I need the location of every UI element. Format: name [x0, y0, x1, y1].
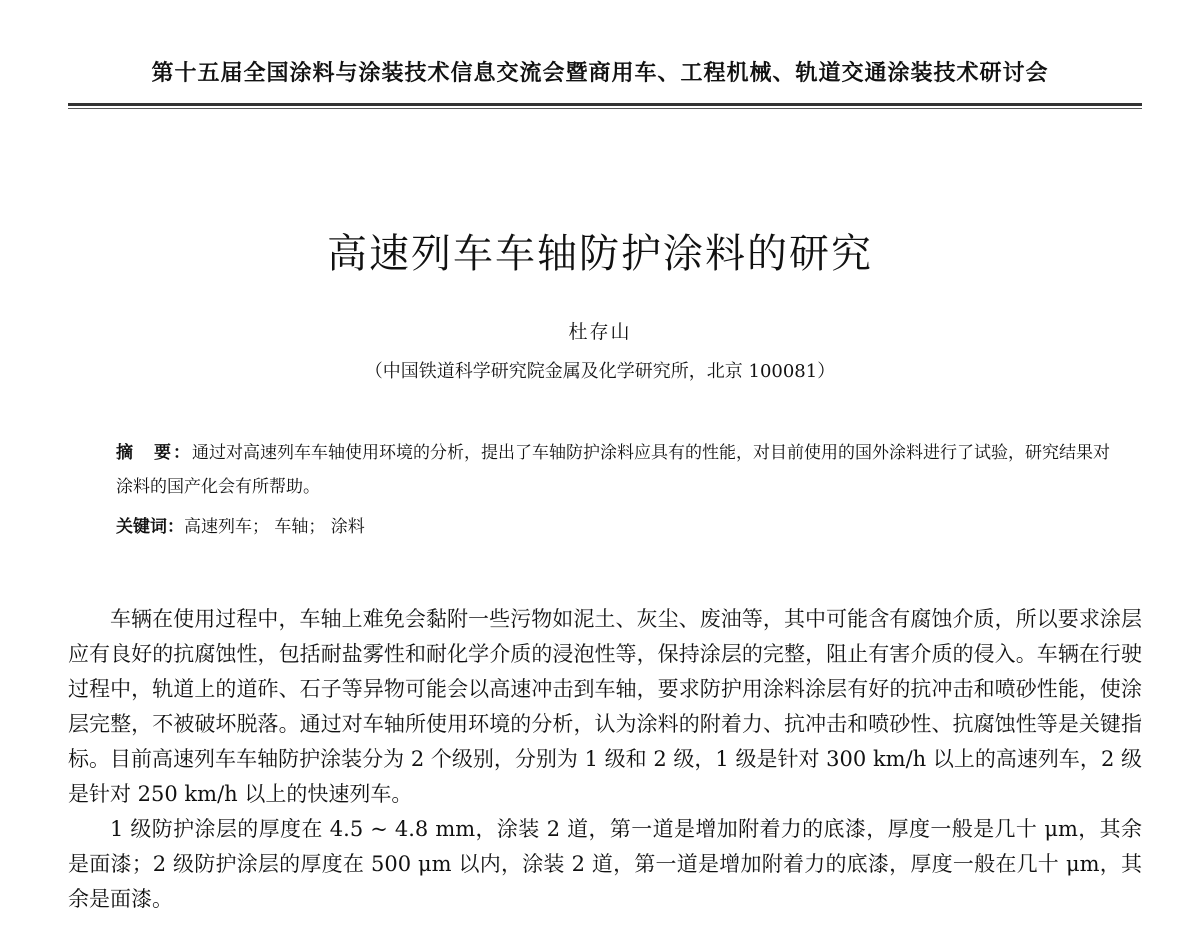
abstract-label: 摘 要：	[116, 443, 192, 463]
body-paragraph-2: 1 级防护涂层的厚度在 4.5 ~ 4.8 mm，涂装 2 道，第一道是增加附着力的底漆，厚度一般是几十 μm，其余是面漆；2 级防护涂层的厚度在 500 μm 以内，涂装 2 道，第一道是增加附着力的底漆，厚度一般在几十 μm，其余是面漆。	[68, 817, 1142, 911]
author-name: 杜存山	[568, 321, 632, 343]
body-text	[68, 602, 1142, 917]
keywords-label: 关键词：	[116, 517, 184, 537]
body-paragraph-1: 车辆在使用过程中，车轴上难免会黏附一些污物如泥土、灰尘、废油等，其中可能含有腐蚀介质，所以要求涂层应有良好的抗腐蚀性，包括耐盐雾性和耐化学介质的浸泡性等，保持涂层的完整，阻止有害介质的侵入。车辆在行驶过程中，轨道上的道砟、石子等异物可能会以高速冲击到车轴，要求防护用涂料涂层有好的抗冲击和喷砂性能，使涂层完整，不被破坏脱落。通过对车轴所使用环境的分析，认为涂料的附着力、抗冲击和喷砂性、抗腐蚀性等是关键指标。目前高速列车车轴防护涂装分为 2 个级别，分别为 1 级和 2 级，1 级是针对 300 km/h 以上的高速列车，2 级是针对 250 km/h 以上的快速列车。	[68, 607, 1142, 806]
abstract-paragraph	[116, 436, 1116, 504]
keywords-block	[116, 512, 1116, 542]
abstract-text: 通过对高速列车车轴使用环境的分析，提出了车轴防护涂料应具有的性能，对目前使用的国外涂料进行了试验，研究结果对涂料的国产化会有所帮助。	[116, 443, 1110, 497]
paper-title: 高速列车车轴防护涂料的研究	[327, 231, 873, 277]
running-header: 第十五届全国涂料与涂装技术信息交流会暨商用车、工程机械、轨道交通涂装技术研讨会	[151, 61, 1049, 86]
header-rule-thin	[68, 108, 1142, 109]
keywords-text: 高速列车； 车轴； 涂料	[184, 517, 365, 537]
abstract-block	[116, 436, 1116, 504]
author-affiliation: （中国铁道科学研究院金属及化学研究所，北京 100081）	[364, 361, 836, 382]
header-rule	[68, 103, 1142, 106]
